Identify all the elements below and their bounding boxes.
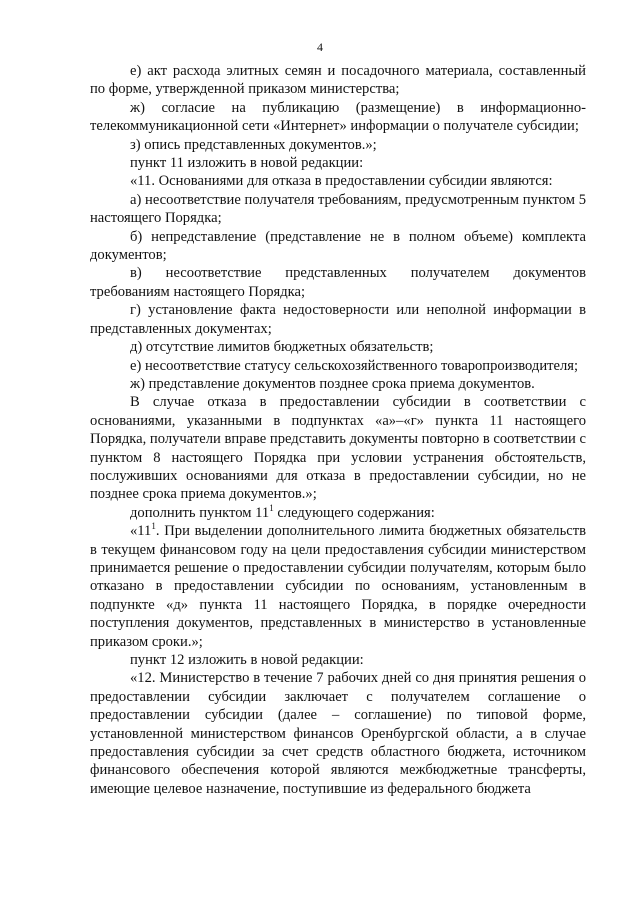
- superscript: 1: [269, 502, 274, 513]
- paragraph: е) акт расхода элитных семян и посадочного материала, составленный по форме, утвержденной приказом министерства;: [90, 63, 586, 98]
- paragraph: «11. Основаниями для отказа в предоставлении субсидии являются:: [130, 173, 553, 190]
- document-body: [90, 62, 586, 798]
- paragraph: з) опись представленных документов.»;: [130, 136, 377, 153]
- paragraph: е) несоответствие статусу сельскохозяйственного товаропроизводителя;: [130, 357, 579, 374]
- paragraph: В случае отказа в предоставлении субсидии в соответствии с основаниями, указанными в подпунктах «а»–«г» пункта 11 настоящего Порядка, получатели вправе представить документы повторно в соответствии с пунктом 8 настоящего Порядка при условии устранения обстоятельств, послуживших основаниями для отказа в предоставлении субсидии, но не позднее срока приема документов.»;: [90, 394, 586, 503]
- paragraph: [90, 504, 586, 522]
- paragraph: ж) согласие на публикацию (размещение) в информационно-телекоммуникационной сети «Интернет» информации о получателе субсидии;: [90, 99, 586, 135]
- paragraph: [90, 522, 586, 651]
- paragraph-text: дополнить пунктом 11: [130, 504, 270, 521]
- paragraph: б) непредставление (представление не в полном объеме) комплекта документов;: [90, 228, 586, 264]
- paragraph-text: «11: [130, 523, 152, 540]
- paragraph: пункт 11 изложить в новой редакции:: [130, 155, 364, 172]
- paragraph: д) отсутствие лимитов бюджетных обязательств;: [130, 339, 434, 356]
- page-number: 4: [317, 40, 323, 54]
- paragraph: пункт 12 изложить в новой редакции:: [130, 652, 364, 668]
- paragraph-text: следующего содержания:: [273, 504, 435, 521]
- paragraph: «12. Министерство в течение 7 рабочих дней со дня принятия решения о предоставлении субсидии заключает с получателем соглашение о предоставлении субсидии (далее – соглашение) по типовой форме, установленной министерством финансов Оренбургской области, а в случае предоставления субсидии за счет средств областного бюджета, источником финансового обеспечения которой являются межбюджетные трансферты, имеющие целевое назначение, поступившие из федерального бюджета: [90, 670, 586, 797]
- paragraph: г) установление факта недостоверности или неполной информации в представленных документах;: [90, 302, 586, 337]
- paragraph: в) несоответствие представленных получателем документов требованиям настоящего Порядка;: [90, 265, 586, 300]
- paragraph: ж) представление документов позднее срока приема документов.: [130, 375, 535, 392]
- superscript: 1: [151, 521, 156, 532]
- paragraph-text: . При выделении дополнительного лимита бюджетных обязательств в текущем финансовом году на цели предоставления субсидии министерством принимается решение о предоставлении субсидии получателям, которым было отказано в предоставлении субсидии по основаниям, установленным в подпункте «д» пункта 11 настоящего Порядка, в порядке очередности поступления документов, представленных в министерство в установленные приказом сроки.»;: [90, 523, 586, 650]
- paragraph: а) несоответствие получателя требованиям, предусмотренным пунктом 5 настоящего Порядка;: [90, 191, 586, 227]
